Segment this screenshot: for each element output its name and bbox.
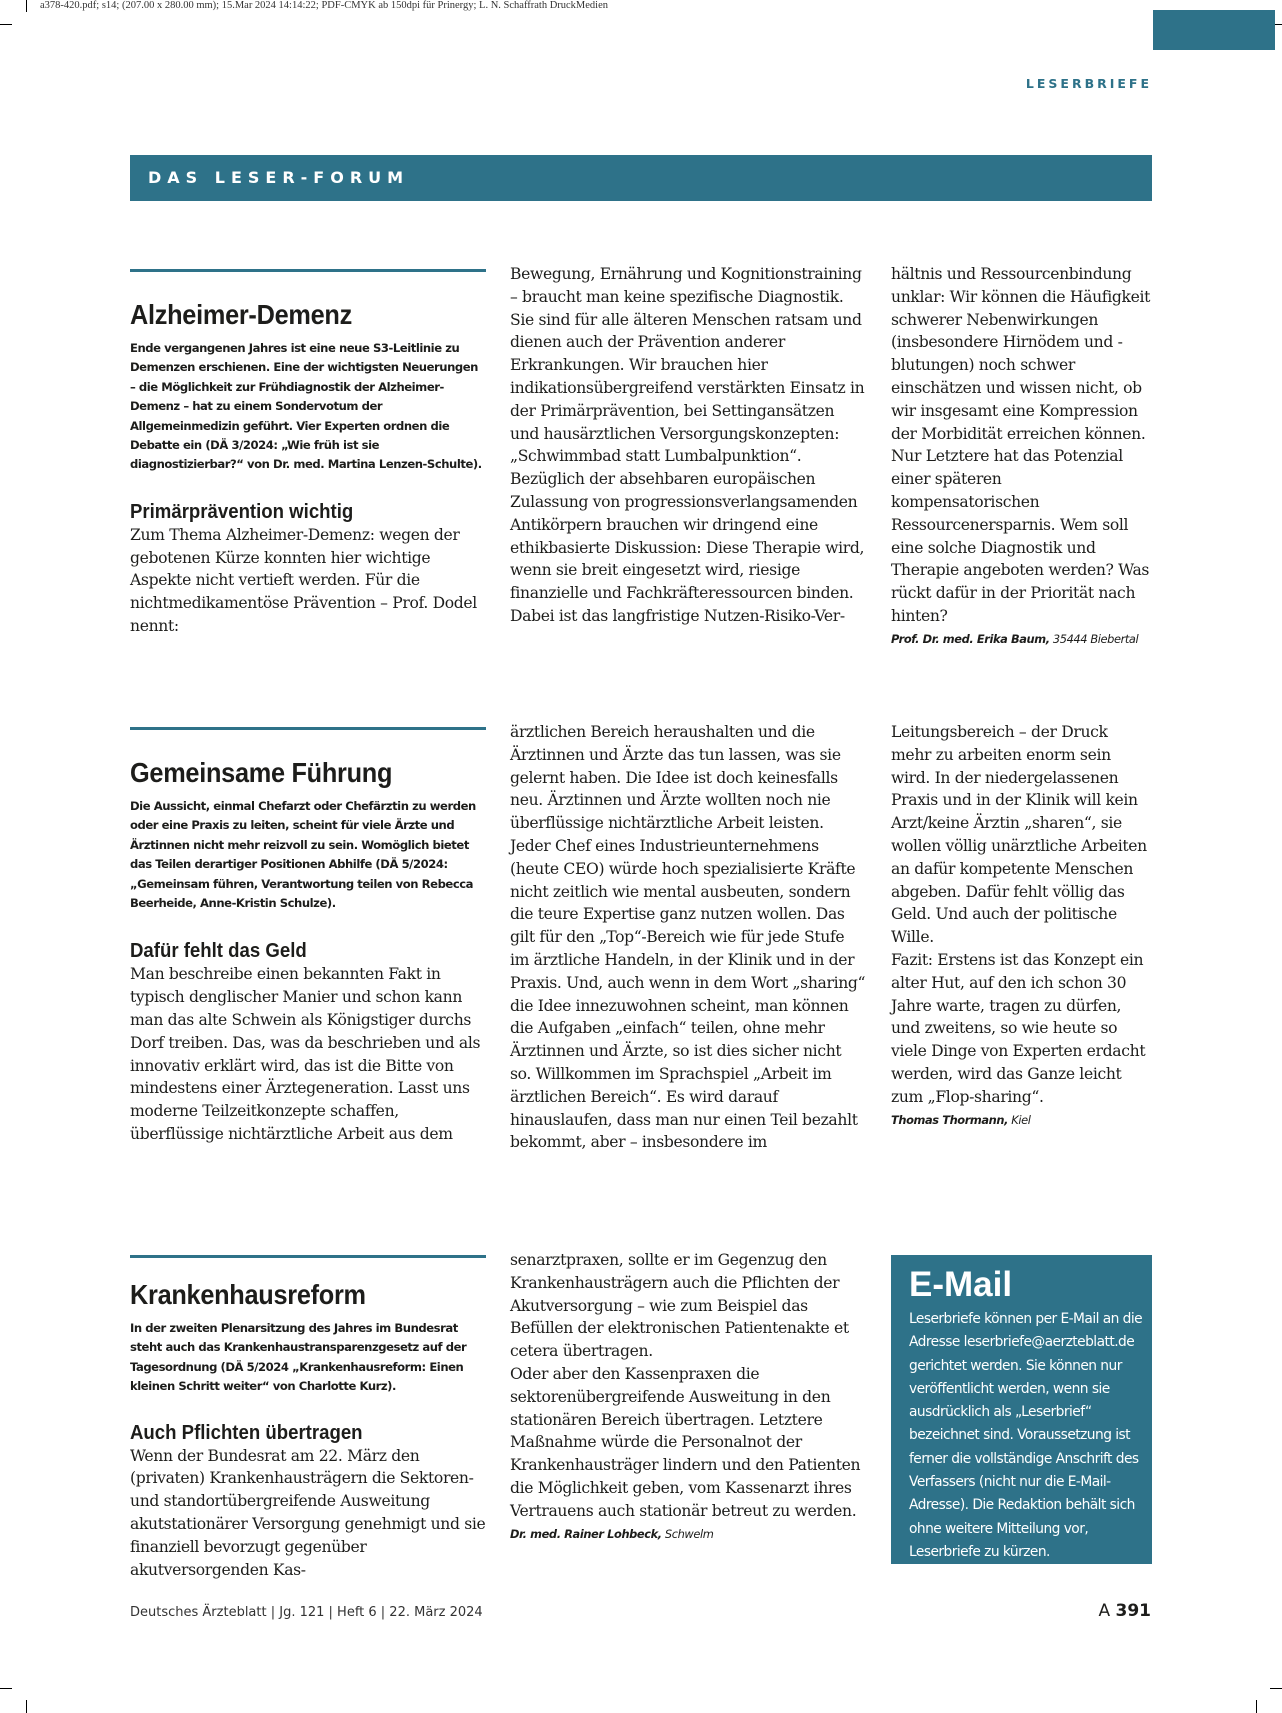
article-title: Krankenhausreform xyxy=(130,1279,366,1310)
article-column xyxy=(130,727,486,1146)
signature-name: Dr. med. Rainer Lohbeck, xyxy=(510,1526,662,1541)
article-column xyxy=(510,1249,866,1543)
article-lead: In der zweiten Plenarsitzung des Jahres im Bundesrat steht auch das Krankenhaustransparenzgesetz auf der Tagesordnung (DÄ 5/2024 „Krankenhausreform: Einen kleinen Schritt weiter“ von Charlotte Kurz). xyxy=(130,1321,467,1394)
article-body: Leitungsbereich – der Druck mehr zu arbeiten enorm sein wird. In der niedergelassenen Praxis und in der Klinik will kein Arzt/keine Ärztin „sharen“, sie wollen völlig unärztliche Arbeiten an dafür kompetente Menschen abgeben. Dafür fehlt völlig das Geld. Und auch der politische Wille. xyxy=(891,723,1147,947)
article-body: Bewegung, Ernährung und Kognitionstraining – braucht man keine spezifische Diagnostik. Sie sind für alle älteren Menschen ratsam und dienen auch der Prävention anderer Erkrankungen. Wir brauchen hier indikationsübergreifend verstärkten Einsatz in der Primärprävention, bei Settingansätzen und hausärztlichen Versorgungskonzepten: „Schwimmbad statt Lumbalpunktion“. Bezüglich der absehbaren europäischen Zulassung von progressionsverlangsamenden Antikörpern brauchen wir dringend eine ethikbasierte Diskussion: Diese Therapie wird, wenn sie breit eingesetzt wird, riesige finanzielle und Fachkräfteressourcen binden. Dabei ist das langfristige Nutzen-Risiko-Ver- xyxy=(510,265,865,625)
article-signature xyxy=(891,630,1152,648)
article-signature xyxy=(510,1525,866,1543)
signature-place: Schwelm xyxy=(664,1526,714,1541)
article-lead: Ende vergangenen Jahres ist eine neue S3-Leitlinie zu Demenzen erschienen. Eine der wichtigsten Neuerungen – die Möglichkeit zur Frühdiagnostik der Alzheimer-Demenz – hat zu einem Sondervotum der Allgemeinmedizin geführt. Vier Experten ordnen die Debatte ein (DÄ 3/2024: „Wie früh ist sie diagnostizierbar?“ von Dr. med. Martina Lenzen-Schulte). xyxy=(130,341,482,472)
corner-color-block xyxy=(1153,10,1275,50)
page-prefix: A xyxy=(1098,1601,1111,1621)
signature-place: Kiel xyxy=(1011,1112,1031,1127)
article-signature xyxy=(891,1111,1152,1129)
forum-banner-title: DAS LESER-FORUM xyxy=(148,168,410,187)
email-box-title: E-Mail xyxy=(909,1265,1013,1304)
article-body: senarztpraxen, sollte er im Gegenzug den Krankenhausträgern auch die Pflichten der Akutversorgung – wie zum Beispiel das Befüllen der elektronischen Patientenakte et cetera übertragen. xyxy=(510,1251,849,1361)
article-subtitle: Primärprävention wichtig xyxy=(130,500,354,523)
article-title: Alzheimer-Demenz xyxy=(130,299,352,330)
article-column xyxy=(510,263,866,628)
article-rule xyxy=(130,269,486,272)
crop-mark xyxy=(0,24,12,25)
article-column xyxy=(891,721,1152,1129)
article-subtitle: Dafür fehlt das Geld xyxy=(130,940,307,963)
signature-name: Prof. Dr. med. Erika Baum, xyxy=(891,631,1050,646)
article-rule xyxy=(130,1255,486,1258)
article-column xyxy=(130,269,486,638)
article-lead: Die Aussicht, einmal Chefarzt oder Chefärztin zu werden oder eine Praxis zu leiten, scheint für viele Ärzte und Ärztinnen nicht mehr reizvoll zu sein. Womöglich bietet das Teilen derartiger Positionen Abhilfe (DÄ 5/2024: „Gemeinsam führen, Verantwortung teilen von Rebecca Beerheide, Anne-Kristin Schulze). xyxy=(130,799,476,911)
crop-mark xyxy=(0,1688,12,1689)
article-column xyxy=(891,263,1152,648)
signature-place: 35444 Biebertal xyxy=(1052,631,1139,646)
forum-banner xyxy=(130,155,1152,201)
signature-name: Thomas Thormann, xyxy=(891,1112,1009,1127)
crop-mark xyxy=(26,1700,27,1713)
crop-mark xyxy=(1256,1700,1257,1713)
email-box-text: Leserbriefe können per E-Mail an die Adresse leserbriefe@aerzteblatt.de gerichtet werden. Sie können nur veröffentlicht werden, wenn sie ausdrücklich als „Leserbrief“ bezeichnet sind. Voraussetzung ist ferner die vollständige Anschrift des Verfassers (nicht nur die E-Mail-Adresse). Die Redaktion behält sich ohne weitere Mitteilung vor, Leserbriefe zu kürzen. xyxy=(909,1311,1143,1560)
article-body: Man beschreibe einen bekannten Fakt in typisch denglischer Manier und schon kann man das alte Schwein als Königstiger durchs Dorf treiben. Das, was da beschrieben und als innovativ erklärt wird, das ist die Bitte von mindestens einer Ärztegeneration. Lasst uns moderne Teilzeitkonzepte schaffen, überflüssige nichtärztliche Arbeit aus dem xyxy=(130,965,481,1144)
article-body: Zum Thema Alzheimer-Demenz: wegen der gebotenen Kürze konnten hier wichtige Aspekte nicht vertieft werden. Für die nichtmedikamentöse Prävention – Prof. Dodel nennt: xyxy=(130,525,477,636)
article-column xyxy=(130,1255,486,1581)
article-column xyxy=(510,721,866,1154)
article-title: Gemeinsame Führung xyxy=(130,757,393,788)
footer-journal-info: Deutsches Ärzteblatt | Jg. 121 | Heft 6 | 22. März 2024 xyxy=(130,1605,483,1620)
email-info-box xyxy=(891,1255,1152,1564)
article-body: Wenn der Bundesrat am 22. März den (privaten) Krankenhausträgern die Sektoren- und standortübergreifende Ausweitung akutstationärer Versorgung genehmigt und sie finanziell bevorzugt gegenüber akutversorgenden Kas- xyxy=(130,1446,486,1579)
page-number xyxy=(1000,1601,1151,1621)
crop-mark xyxy=(1270,1688,1282,1689)
article-body: hältnis und Ressourcenbindung unklar: Wir können die Häufigkeit schwerer Nebenwirkungen (insbesondere Hirnödem und -blutungen) noch schwer einschätzen und wissen nicht, ob wir insgesamt eine Kompression der Morbidität erreichen können. Nur Letztere hat das Potenzial einer späteren kompensatorischen Ressourcenersparnis. Wem soll eine solche Diagnostik und Therapie angeboten werden? Was rückt dafür in der Priorität nach hinten? xyxy=(891,265,1151,625)
article-rule xyxy=(130,727,486,730)
crop-mark xyxy=(26,0,27,12)
page-number-value: 391 xyxy=(1115,1601,1151,1621)
article-body: ärztlichen Bereich heraushalten und die Ärztinnen und Ärzte das tun lassen, was sie gelernt haben. Die Idee ist doch keinesfalls neu. Ärztinnen und Ärzte wollten noch nie überflüssige nichtärztliche Arbeit leisten. Jeder Chef eines Industrieunternehmens (heute CEO) würde hoch spezialisierte Kräfte nicht zeitlich wie mental ausbeuten, sondern die teure Expertise ganz nutzen wollen. Das gilt für den „Top“-Bereich wie für jede Stufe im ärztliche Handeln, in der Klinik und in der Praxis. Und, auch wenn in dem Wort „sharing“ die Idee innezuwohnen scheint, man können die Aufgaben „einfach“ teilen, ohne mehr Ärztinnen und Ärzte, so ist dies sicher nicht so. Willkommen im Sprachspiel „Arbeit im ärztlichen Bereich“. Es wird darauf hinauslaufen, dass man nur einen Teil bezahlt bekommt, aber – insbesondere im xyxy=(510,723,866,1152)
print-meta-line: a378-420.pdf; s14; (207.00 x 280.00 mm); 15.Mar 2024 14:14:22; PDF-CMYK ab 150dpi für Prinergy; L. N. Schaffrath DruckMedien xyxy=(40,0,609,11)
article-body: Fazit: Erstens ist das Konzept ein alter Hut, auf den ich schon 30 Jahre warte, tragen zu dürfen, und zweitens, so wie heute so viele Dinge von Experten erdacht werden, wird das Ganze leicht zum „Flop-sharing“. xyxy=(891,950,1146,1106)
section-label: LESERBRIEFE xyxy=(1025,76,1152,91)
article-body: Oder aber den Kassenpraxen die sektorenübergreifende Ausweitung in den stationären Bereich übertragen. Letztere Maßnahme würde die Personalnot der Krankenhausträger lindern und den Patienten die Möglichkeit geben, vom Kassenarzt ihres Vertrauens auch stationär betreut zu werden. xyxy=(510,1364,861,1520)
article-subtitle: Auch Pflichten übertragen xyxy=(130,1421,363,1444)
